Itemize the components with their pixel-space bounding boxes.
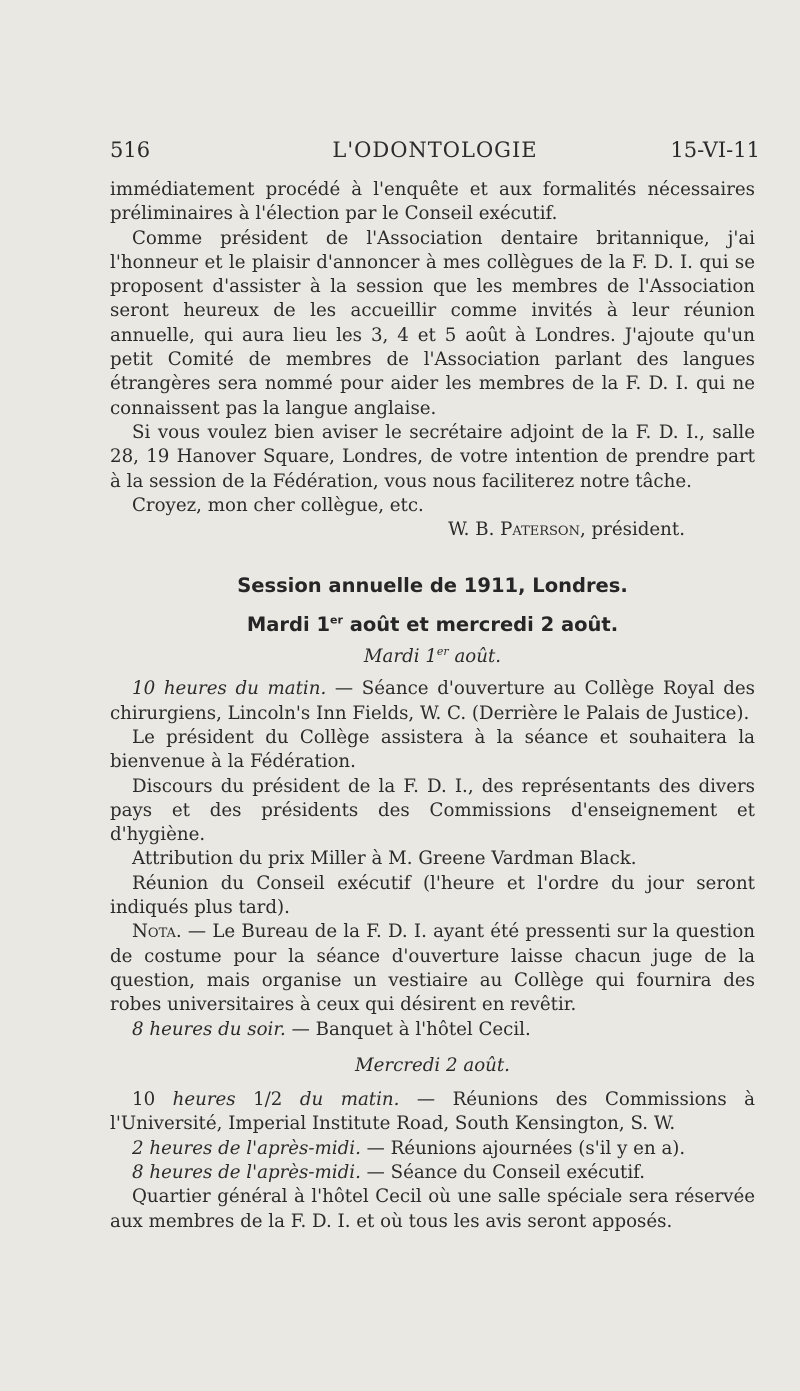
signature-title: , président. (579, 519, 685, 541)
letter-paragraph: Comme président de l'Association dentaire britannique, j'ai l'honneur et le plaisir d'annoncer à mes collègues de la F. D. I. qui se proposent d'assister à la session que les membres de l'Association seront heureux de les accueillir comme invités à leur réunion annuelle, qui aura lieu les 3, 4 et 5 août à Londres. J'ajoute qu'un petit Comité de membres de l'Association parlant des langues étrangères sera nommé pour aider les membres de la F. D. I. qui ne connaissent pas la langue anglaise. (110, 227, 755, 419)
schedule-paragraph: Quartier général à l'hôtel Cecil où une salle spéciale sera réservée aux membres de la F. D. I. et où tous les avis seront apposés. (110, 1186, 755, 1232)
section-title: Session annuelle de 1911, Londres. (237, 574, 628, 598)
letter-paragraph: Si vous voulez bien aviser le secrétaire adjoint de la F. D. I., salle 28, 19 Hanover Square, Londres, de votre intention de prendre part à la session de la Fédération, vous nous faciliterez notre tâche. (110, 421, 755, 492)
schedule-paragraph: Attribution du prix Miller à M. Greene Vardman Black. (132, 848, 637, 870)
day-heading-wednesday: Mercredi 2 août. (355, 1054, 510, 1076)
schedule-entry: 2 heures de l'après-midi. — Réunions ajournées (s'il y en a). (132, 1137, 686, 1159)
page-number: 516 (110, 138, 151, 162)
schedule-entry: 8 heures du soir. — Banquet à l'hôtel Cecil. (132, 1018, 531, 1040)
schedule-paragraph: Le président du Collège assistera à la séance et souhaitera la bienvenue à la Fédération. (110, 726, 755, 773)
schedule-entry: 10 heures 1/2 du matin. — Réunions des Commissions à l'Université, Imperial Institute Road, South Kensington, S. W. (110, 1089, 755, 1135)
signature-name: Paterson (500, 519, 580, 541)
schedule-paragraph: Réunion du Conseil exécutif (l'heure et l'ordre du jour seront indiqués plus tard). (110, 872, 755, 919)
page-header (110, 138, 760, 168)
issue-date: 15-VI-11 (670, 138, 760, 162)
day-heading-tuesday: Mardi 1er août. (363, 644, 502, 668)
letter-paragraph: immédiatement procédé à l'enquête et aux formalités nécessaires préliminaires à l'élection par le Conseil exécutif. (110, 179, 755, 225)
nota-paragraph: Nota. — Le Bureau de la F. D. I. ayant été pressenti sur la question de costume pour la séance d'ouverture laisse chacun juge de la question, mais organise un vestiaire au Collège qui fournira des robes universitaires à ceux qui désirent en revêtir. (110, 921, 755, 1016)
schedule-entry: 10 heures du matin. — Séance d'ouverture au Collège Royal des chirurgiens, Lincoln's Inn Fields, W. C. (Derrière le Palais de Justice). (110, 678, 755, 724)
signature-initials: W. B. (448, 519, 495, 541)
page-body (110, 178, 755, 1234)
schedule-paragraph: Discours du président de la F. D. I., des représentants des divers pays et des présidents des Commissions d'enseignement et d'hygiène. (110, 775, 755, 846)
running-title: L'ODONTOLOGIE (332, 138, 538, 162)
letter-closing: Croyez, mon cher collègue, etc. (132, 494, 424, 516)
schedule-entry: 8 heures de l'après-midi. — Séance du Conseil exécutif. (132, 1161, 646, 1183)
signature (110, 518, 755, 542)
section-subtitle: Mardi 1er août et mercredi 2 août. (246, 612, 619, 636)
